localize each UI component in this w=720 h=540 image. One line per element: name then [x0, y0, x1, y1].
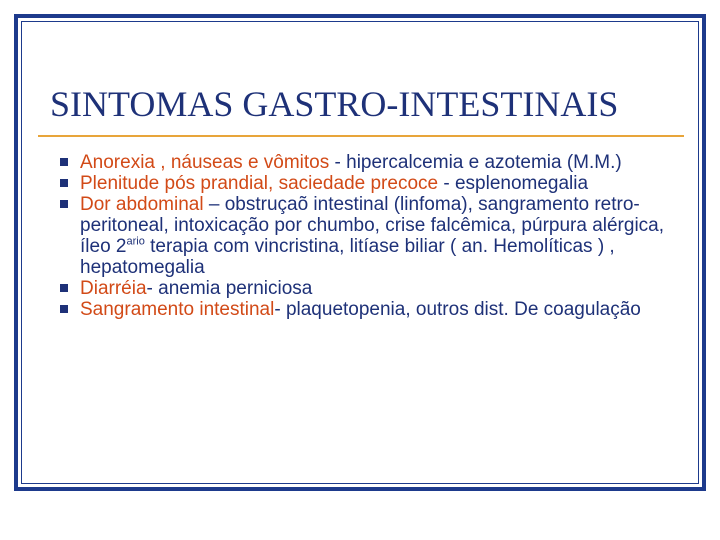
symptom-name: Dor abdominal	[80, 194, 204, 215]
square-bullet-icon	[60, 200, 68, 208]
title-divider	[38, 135, 684, 137]
symptom-cause: - hipercalcemia e azotemia (M.M.)	[329, 152, 622, 173]
list-item	[60, 299, 674, 320]
symptom-cause: - esplenomegalia	[438, 173, 589, 194]
list-item	[60, 194, 674, 278]
square-bullet-icon	[60, 284, 68, 292]
symptom-cause-continued: terapia com vincristina, litíase biliar ( an. Hemolíticas ) , hepatomegalia	[80, 236, 615, 278]
symptom-name: Sangramento intestinal	[80, 299, 275, 320]
symptom-cause: - anemia perniciosa	[146, 278, 313, 299]
ordinal-superscript: ario	[126, 235, 145, 248]
symptom-cause: - plaquetopenia, outros dist. De coagulação	[274, 299, 641, 320]
list-item	[60, 152, 674, 173]
symptom-name: Diarréia	[80, 278, 147, 299]
square-bullet-icon	[60, 305, 68, 313]
slide-frame	[14, 14, 706, 491]
square-bullet-icon	[60, 179, 68, 187]
symptom-cause: – obstruçaõ intestinal (linfoma), sangramento retro-peritoneal, intoxicação por chumbo, crise falcêmica, púrpura alérgica, íleo 2	[80, 194, 665, 257]
square-bullet-icon	[60, 158, 68, 166]
list-item	[60, 173, 674, 194]
list-item	[60, 278, 674, 299]
symptom-name: Anorexia , náuseas e vômitos	[80, 152, 330, 173]
symptom-name: Plenitude pós prandial, saciedade precoce	[80, 173, 439, 194]
symptom-list	[60, 152, 674, 320]
slide-title: SINTOMAS GASTRO-INTESTINAIS	[50, 84, 619, 124]
